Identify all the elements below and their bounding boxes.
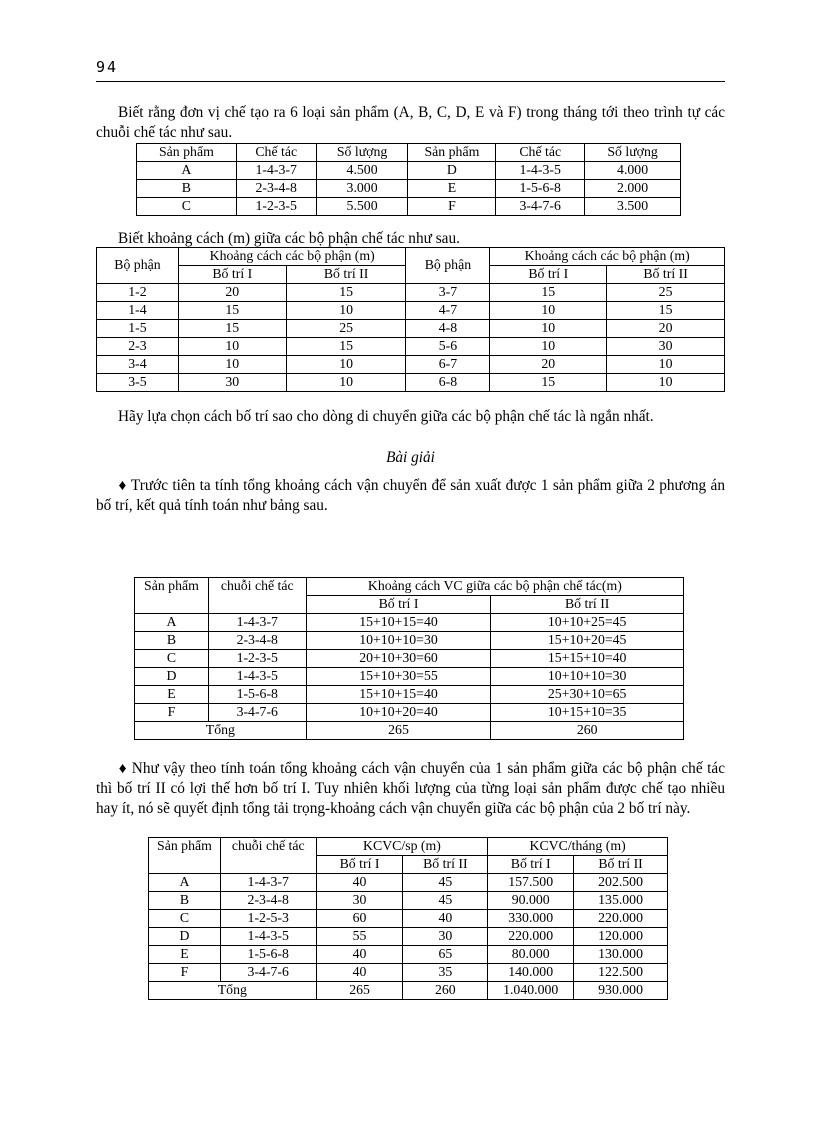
col-kcvc-sp-header: KCVC/sp (m) xyxy=(316,838,488,856)
table-cell: E xyxy=(149,946,221,964)
table-cell: E xyxy=(408,180,496,198)
step1-paragraph xyxy=(96,476,725,516)
table-row xyxy=(137,180,681,198)
table-cell: 2-3-4-8 xyxy=(236,180,316,198)
step1-text: ♦ Trước tiên ta tính tổng khoảng cách vận chuyển để sản xuất được 1 sản phẩm giữa 2 phương án bố trí, kết quả tính toán như bảng sau. xyxy=(96,477,725,514)
col-distance-header: Khoảng cách các bộ phận (m) xyxy=(490,248,725,266)
header-rule xyxy=(96,81,725,82)
table-row xyxy=(149,928,668,946)
layout-2-header: Bố trí II xyxy=(574,856,668,874)
distance-table xyxy=(96,247,725,392)
table-cell: B xyxy=(149,892,221,910)
table-cell: A xyxy=(137,162,237,180)
table-cell: D xyxy=(408,162,496,180)
step2-text: ♦ Như vậy theo tính toán tổng khoảng cách vận chuyển của 1 sản phẩm giữa các bộ phận chế tác thì bố trí II có lợi thế hơn bố trí I. Tuy nhiên khối lượng của từng loại sản phẩm được chế tạo nhiều hay ít, nó sẽ quyết định tổng tải trọng-khoảng cách vận chuyển giữa các bộ phận của 2 bố trí này. xyxy=(96,760,725,817)
total-cell: 1.040.000 xyxy=(488,982,574,1000)
table-row xyxy=(137,198,681,216)
table-cell: 157.500 xyxy=(488,874,574,892)
solution-title: Bài giải xyxy=(386,449,435,466)
table-cell: 6-7 xyxy=(406,355,490,373)
table-row xyxy=(149,892,668,910)
table-cell: 25 xyxy=(286,319,406,337)
table-cell: 30 xyxy=(607,337,725,355)
table-cell: 1-2-3-5 xyxy=(208,650,306,668)
table-cell: 20 xyxy=(490,355,607,373)
table-cell: 4.500 xyxy=(316,162,408,180)
total-cell: 930.000 xyxy=(574,982,668,1000)
distance-intro-paragraph xyxy=(96,229,725,249)
table-cell: 45 xyxy=(403,874,488,892)
table-cell: 1-2-3-5 xyxy=(236,198,316,216)
total-cell: 265 xyxy=(316,982,403,1000)
table-row xyxy=(149,874,668,892)
intro-paragraph xyxy=(96,103,725,143)
monthly-distance-table xyxy=(148,837,668,1000)
table-cell: 40 xyxy=(316,964,403,982)
table-cell: 1-4-3-5 xyxy=(496,162,585,180)
table-cell: 10 xyxy=(286,301,406,319)
table-cell: 130.000 xyxy=(574,946,668,964)
header-cell: Số lượng xyxy=(316,144,408,162)
col-product-header: Sản phẩm xyxy=(149,838,221,874)
table-cell: 10 xyxy=(178,355,286,373)
distance-intro-text: Biết khoảng cách (m) giữa các bộ phận chế tác như sau. xyxy=(118,230,460,247)
layout-2-header: Bố trí II xyxy=(286,265,406,283)
table-cell: 3-4-7-6 xyxy=(496,198,585,216)
table-cell: 10 xyxy=(607,355,725,373)
table-cell: 40 xyxy=(316,946,403,964)
table-cell: 40 xyxy=(316,874,403,892)
layout-1-header: Bố trí I xyxy=(316,856,403,874)
table-cell: 5-6 xyxy=(406,337,490,355)
table-cell: 10 xyxy=(178,337,286,355)
table-cell: 135.000 xyxy=(574,892,668,910)
table-cell: 1-4-3-5 xyxy=(220,928,316,946)
table-cell: B xyxy=(135,632,209,650)
table-row xyxy=(97,337,725,355)
col-chain-header: chuỗi chế tác xyxy=(220,838,316,874)
col-product-header: Sản phẩm xyxy=(135,578,209,614)
total-cell: 265 xyxy=(306,722,491,740)
table-cell: 10 xyxy=(490,301,607,319)
table-cell: 30 xyxy=(403,928,488,946)
table-cell: 10+15+10=35 xyxy=(491,704,684,722)
table-cell: 45 xyxy=(403,892,488,910)
table-cell: A xyxy=(149,874,221,892)
table-cell: 3.000 xyxy=(316,180,408,198)
table-cell: 10+10+10=30 xyxy=(306,632,491,650)
table-header-row xyxy=(137,144,681,162)
table-cell: 1-4-3-7 xyxy=(236,162,316,180)
table-cell: 1-4-3-5 xyxy=(208,668,306,686)
table-cell: 90.000 xyxy=(488,892,574,910)
table-cell: 15+10+30=55 xyxy=(306,668,491,686)
table-cell: C xyxy=(135,650,209,668)
table-cell: 120.000 xyxy=(574,928,668,946)
table-cell: 15+15+10=40 xyxy=(491,650,684,668)
table-cell: 35 xyxy=(403,964,488,982)
header-cell: Sản phẩm xyxy=(408,144,496,162)
table-cell: 220.000 xyxy=(488,928,574,946)
total-label: Tổng xyxy=(149,982,317,1000)
table-cell: 15 xyxy=(286,337,406,355)
table-cell: 330.000 xyxy=(488,910,574,928)
col-chain-header: chuỗi chế tác xyxy=(208,578,306,614)
table-cell: 15+10+15=40 xyxy=(306,686,491,704)
table-cell: 3-4 xyxy=(97,355,179,373)
table-cell: 15 xyxy=(607,301,725,319)
table-row xyxy=(97,319,725,337)
table-row xyxy=(135,614,684,632)
table-cell: 10+10+10=30 xyxy=(491,668,684,686)
header-cell: Chế tác xyxy=(496,144,585,162)
table-cell: 25+30+10=65 xyxy=(491,686,684,704)
table-cell: F xyxy=(408,198,496,216)
table-cell: 25 xyxy=(607,283,725,301)
table-cell: C xyxy=(137,198,237,216)
table-cell: 3-5 xyxy=(97,373,179,391)
header-cell: Số lượng xyxy=(585,144,681,162)
table-cell: F xyxy=(135,704,209,722)
col-distance-header: Khoảng cách các bộ phận (m) xyxy=(178,248,406,266)
table-cell: 2-3-4-8 xyxy=(220,892,316,910)
table-cell: 20+10+30=60 xyxy=(306,650,491,668)
col-part-header: Bộ phận xyxy=(406,248,490,284)
table-row xyxy=(149,964,668,982)
table-row xyxy=(135,632,684,650)
table-cell: 1-5-6-8 xyxy=(496,180,585,198)
table-cell: 4-7 xyxy=(406,301,490,319)
table-cell: 20 xyxy=(607,319,725,337)
table-cell: 20 xyxy=(178,283,286,301)
table-row xyxy=(149,946,668,964)
table-row xyxy=(135,704,684,722)
table-cell: 10 xyxy=(607,373,725,391)
product-sequence-table xyxy=(136,143,681,216)
distance-per-product-table xyxy=(134,577,684,740)
intro-text: Biết rằng đơn vị chế tạo ra 6 loại sản phẩm (A, B, C, D, E và F) trong tháng tới theo trình tự các chuỗi chế tác như sau. xyxy=(96,104,725,141)
table-cell: 10 xyxy=(490,319,607,337)
table-cell: 1-2-5-3 xyxy=(220,910,316,928)
table-cell: 3-4-7-6 xyxy=(220,964,316,982)
table-cell: 2.000 xyxy=(585,180,681,198)
table-cell: 1-5-6-8 xyxy=(208,686,306,704)
total-label: Tổng xyxy=(135,722,307,740)
table-cell: 4.000 xyxy=(585,162,681,180)
header-cell: Chế tác xyxy=(236,144,316,162)
total-cell: 260 xyxy=(491,722,684,740)
table-cell: 15 xyxy=(490,373,607,391)
layout-1-header: Bố trí I xyxy=(178,265,286,283)
table-cell: 30 xyxy=(316,892,403,910)
table-row xyxy=(135,668,684,686)
table-cell: 4-8 xyxy=(406,319,490,337)
table-row xyxy=(97,283,725,301)
layout-2-header: Bố trí II xyxy=(607,265,725,283)
col-distance-header: Khoảng cách VC giữa các bộ phận chế tác(m) xyxy=(306,578,683,596)
total-cell: 260 xyxy=(403,982,488,1000)
table-cell: 1-5-6-8 xyxy=(220,946,316,964)
table-cell: 3-7 xyxy=(406,283,490,301)
table-cell: 10+10+20=40 xyxy=(306,704,491,722)
layout-1-header: Bố trí I xyxy=(306,596,491,614)
step2-paragraph xyxy=(96,759,725,819)
table-cell: 202.500 xyxy=(574,874,668,892)
table-cell: 10+10+25=45 xyxy=(491,614,684,632)
table-cell: C xyxy=(149,910,221,928)
question-paragraph xyxy=(96,407,725,427)
table-cell: 80.000 xyxy=(488,946,574,964)
table-cell: 10 xyxy=(286,373,406,391)
table-cell: 15 xyxy=(490,283,607,301)
layout-1-header: Bố trí I xyxy=(488,856,574,874)
layout-2-header: Bố trí II xyxy=(403,856,488,874)
table-cell: 122.500 xyxy=(574,964,668,982)
table-cell: 60 xyxy=(316,910,403,928)
total-row xyxy=(149,982,668,1000)
table-cell: D xyxy=(135,668,209,686)
table-row xyxy=(135,650,684,668)
table-cell: 10 xyxy=(286,355,406,373)
table-cell: 10 xyxy=(490,337,607,355)
header-cell: Sản phẩm xyxy=(137,144,237,162)
table-cell: 2-3 xyxy=(97,337,179,355)
table-cell: 65 xyxy=(403,946,488,964)
table-cell: 220.000 xyxy=(574,910,668,928)
table-cell: 1-4 xyxy=(97,301,179,319)
total-row xyxy=(135,722,684,740)
layout-2-header: Bố trí II xyxy=(491,596,684,614)
col-part-header: Bộ phận xyxy=(97,248,179,284)
table-row xyxy=(137,162,681,180)
table-cell: 15 xyxy=(178,319,286,337)
table-cell: 3.500 xyxy=(585,198,681,216)
table-cell: B xyxy=(137,180,237,198)
table-cell: 5.500 xyxy=(316,198,408,216)
table-cell: F xyxy=(149,964,221,982)
table-row xyxy=(135,686,684,704)
table-row xyxy=(97,373,725,391)
col-kcvc-month-header: KCVC/tháng (m) xyxy=(488,838,668,856)
table-row xyxy=(97,301,725,319)
layout-1-header: Bố trí I xyxy=(490,265,607,283)
page-number: 94 xyxy=(96,58,119,76)
table-cell: 15 xyxy=(178,301,286,319)
table-cell: 2-3-4-8 xyxy=(208,632,306,650)
table-cell: 15+10+15=40 xyxy=(306,614,491,632)
table-cell: 30 xyxy=(178,373,286,391)
table-cell: 3-4-7-6 xyxy=(208,704,306,722)
table-row xyxy=(97,355,725,373)
table-cell: 55 xyxy=(316,928,403,946)
table-cell: A xyxy=(135,614,209,632)
table-cell: D xyxy=(149,928,221,946)
table-cell: 6-8 xyxy=(406,373,490,391)
table-cell: 1-4-3-7 xyxy=(208,614,306,632)
table-row xyxy=(149,910,668,928)
table-cell: 140.000 xyxy=(488,964,574,982)
table-cell: 1-5 xyxy=(97,319,179,337)
table-cell: 40 xyxy=(403,910,488,928)
table-cell: 15+10+20=45 xyxy=(491,632,684,650)
table-cell: 15 xyxy=(286,283,406,301)
table-cell: E xyxy=(135,686,209,704)
table-cell: 1-2 xyxy=(97,283,179,301)
question-text: Hãy lựa chọn cách bố trí sao cho dòng di chuyển giữa các bộ phận chế tác là ngắn nhất. xyxy=(118,408,654,425)
table-cell: 1-4-3-7 xyxy=(220,874,316,892)
